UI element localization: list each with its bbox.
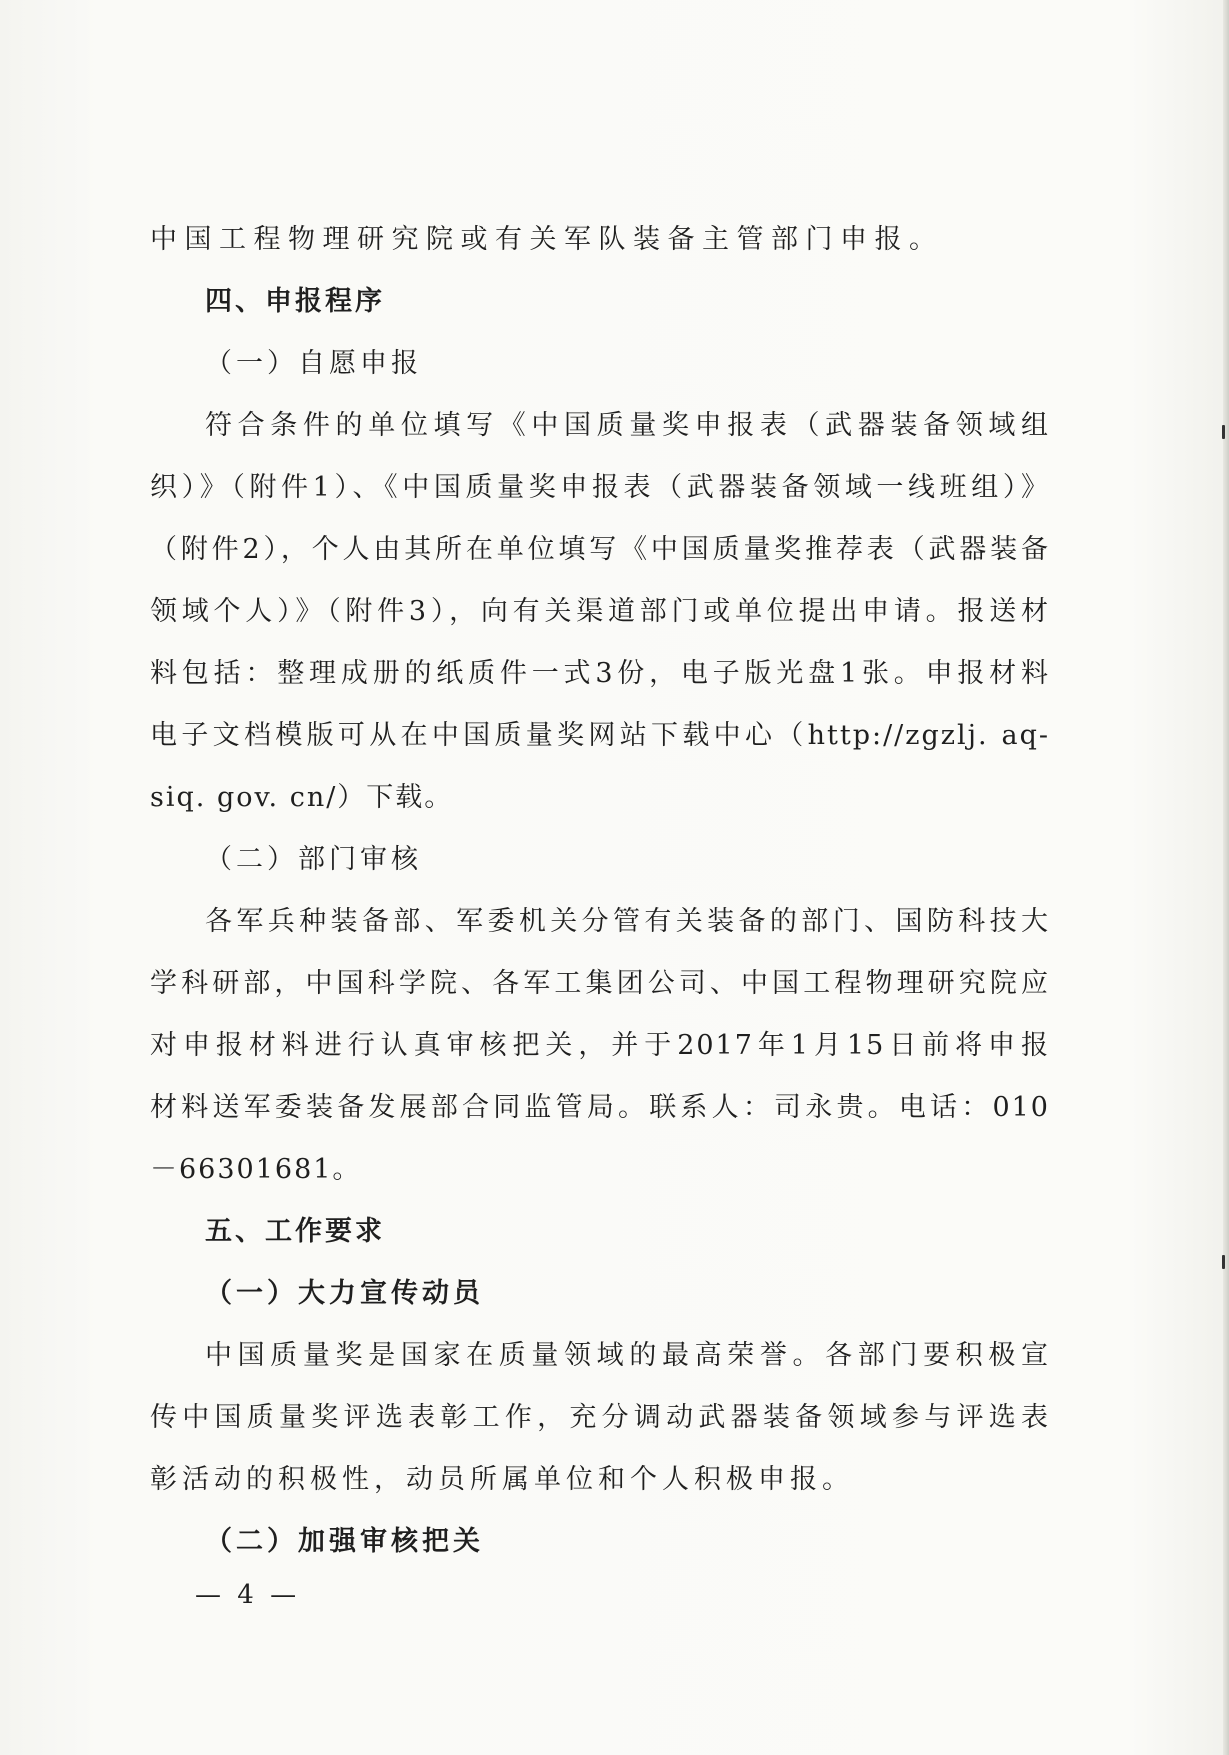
subsection-heading: （二）加强审核把关 (205, 1526, 484, 1557)
paragraph-line: （附件2），个人由其所在单位填写《中国质量奖推荐表（武器装备 (150, 534, 1050, 565)
paragraph-line: 电子文档模版可从在中国质量奖网站下载中心（http://zgzlj. aq- (150, 720, 1050, 751)
paragraph-line: 彰活动的积极性，动员所属单位和个人积极申报。 (150, 1464, 854, 1495)
subsection-heading: （一）自愿申报 (205, 348, 422, 379)
scan-edge (1223, 0, 1229, 1755)
paragraph-line: 中国质量奖是国家在质量领域的最高荣誉。各部门要积极宣 (205, 1340, 1050, 1371)
paragraph-line: 织）》（附件1）、《中国质量奖申报表（武器装备领域一线班组）》 (150, 472, 1050, 503)
paragraph-line: －66301681。 (150, 1154, 362, 1185)
paragraph-line: 领域个人）》（附件3），向有关渠道部门或单位提出申请。报送材 (150, 596, 1050, 627)
paragraph-line: 各军兵种装备部、军委机关分管有关装备的部门、国防科技大 (205, 906, 1050, 937)
paragraph-line: 料包括：整理成册的纸质件一式3份，电子版光盘1张。申报材料 (150, 658, 1050, 689)
paragraph-line: 材料送军委装备发展部合同监管局。联系人：司永贵。电话：010 (150, 1092, 1050, 1123)
edge-mark (1222, 425, 1225, 439)
section-heading-5: 五、工作要求 (205, 1216, 385, 1247)
subsection-heading: （二）部门审核 (205, 844, 422, 875)
edge-mark (1222, 1255, 1225, 1269)
section-heading-4: 四、申报程序 (205, 286, 385, 317)
paragraph-line: siq. gov. cn/）下载。 (150, 782, 454, 813)
page-number: — 4 — (195, 1580, 301, 1610)
paragraph-line: 传中国质量奖评选表彰工作，充分调动武器装备领域参与评选表 (150, 1402, 1050, 1433)
subsection-heading: （一）大力宣传动员 (205, 1278, 484, 1309)
paragraph-line: 符合条件的单位填写《中国质量奖申报表（武器装备领域组 (205, 410, 1050, 441)
paragraph-line: 学科研部，中国科学院、各军工集团公司、中国工程物理研究院应 (150, 968, 1050, 999)
paragraph-line: 对申报材料进行认真审核把关，并于2017年1月15日前将申报 (150, 1030, 1050, 1061)
paragraph-line: 中国工程物理研究院或有关军队装备主管部门申报。 (150, 224, 944, 255)
